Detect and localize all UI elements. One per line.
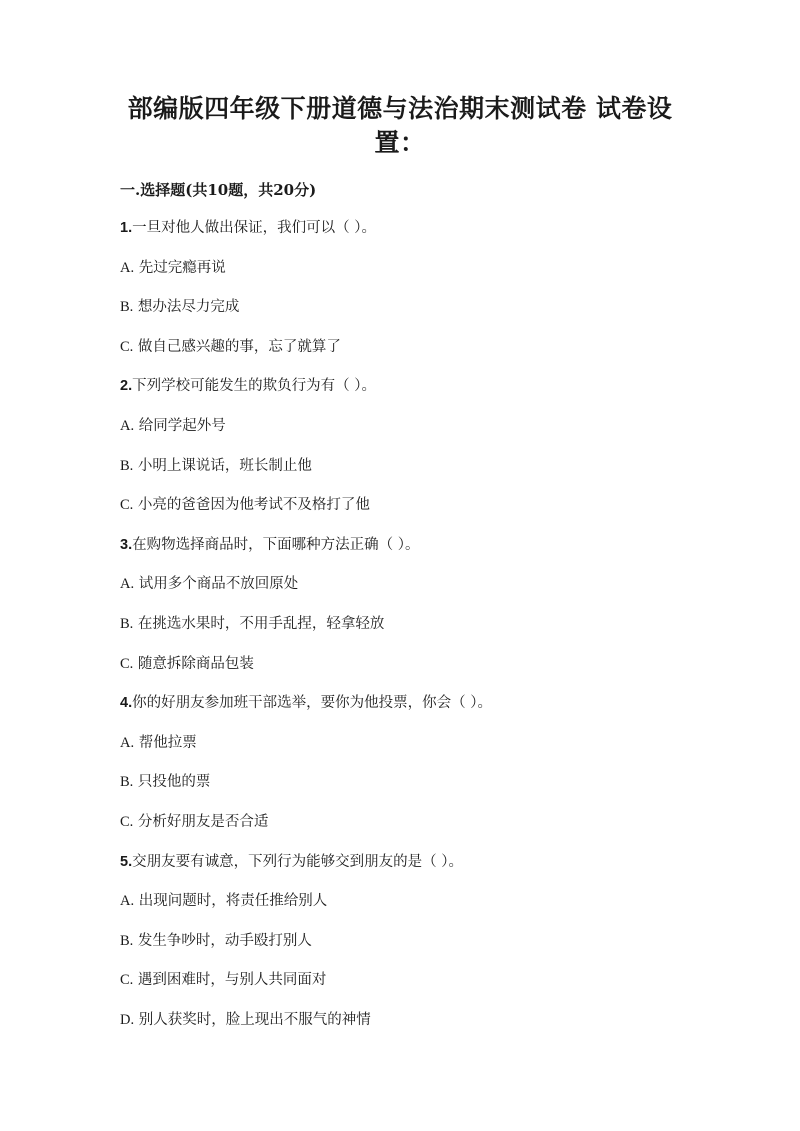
option-text: 给同学起外号 xyxy=(138,417,226,434)
question-1 xyxy=(120,218,720,238)
question-3 xyxy=(120,535,720,555)
section-heading: 一.选择题(共10题，共20分) xyxy=(120,181,317,199)
option-5a xyxy=(120,891,720,911)
option-letter: A. xyxy=(120,576,135,593)
document-title: 部编版四年级下册道德与法治期末测试卷 试卷设置： xyxy=(127,94,673,157)
question-number: 5. xyxy=(120,853,133,870)
option-letter: A. xyxy=(120,259,135,276)
question-text: 交朋友要有诚意，下列行为能够交到朋友的是（ ）。 xyxy=(132,853,463,870)
option-text: 试用多个商品不放回原处 xyxy=(138,576,299,593)
option-4a xyxy=(120,733,720,753)
option-text: 别人获奖时，脸上现出不服气的神情 xyxy=(138,1011,371,1028)
option-letter: B. xyxy=(120,299,134,316)
option-3a xyxy=(120,574,720,594)
option-text: 小明上课说话，班长制止他 xyxy=(137,457,312,474)
option-5b xyxy=(120,931,720,951)
option-text: 帮他拉票 xyxy=(138,734,197,751)
question-text: 下列学校可能发生的欺负行为有（ ）。 xyxy=(132,378,376,395)
option-text: 小亮的爸爸因为他考试不及格打了他 xyxy=(137,497,370,514)
option-3c xyxy=(120,654,720,674)
option-text: 在挑选水果时，不用手乱捏，轻拿轻放 xyxy=(137,615,385,632)
option-letter: B. xyxy=(120,457,134,474)
question-text: 你的好朋友参加班干部选举，要你为他投票，你会（ ）。 xyxy=(132,695,492,712)
option-text: 遇到困难时，与别人共同面对 xyxy=(137,972,327,989)
question-number: 4. xyxy=(120,695,133,712)
option-1b xyxy=(120,297,720,317)
question-text: 一旦对他人做出保证，我们可以（ ）。 xyxy=(132,220,376,236)
option-2c xyxy=(120,495,720,515)
option-text: 出现问题时，将责任推给别人 xyxy=(138,893,328,910)
option-4b xyxy=(120,772,720,792)
option-letter: C. xyxy=(120,497,134,514)
option-5c xyxy=(120,970,720,990)
option-text: 随意拆除商品包装 xyxy=(137,655,254,672)
option-text: 想办法尽力完成 xyxy=(137,299,240,316)
option-text: 做自己感兴趣的事，忘了就算了 xyxy=(137,338,341,355)
option-text: 只投他的票 xyxy=(137,774,211,791)
question-list xyxy=(120,218,720,1049)
option-1a xyxy=(120,258,720,278)
question-number: 1. xyxy=(120,220,133,236)
option-2b xyxy=(120,456,720,476)
question-number: 2. xyxy=(120,378,133,395)
option-2a xyxy=(120,416,720,436)
option-3b xyxy=(120,614,720,634)
question-number: 3. xyxy=(120,536,133,553)
question-5 xyxy=(120,852,720,872)
option-letter: A. xyxy=(120,893,135,910)
option-letter: D. xyxy=(120,1011,135,1028)
option-letter: B. xyxy=(120,615,134,632)
option-letter: A. xyxy=(120,734,135,751)
option-letter: C. xyxy=(120,655,134,672)
option-letter: B. xyxy=(120,932,134,949)
question-2 xyxy=(120,376,720,396)
option-letter: C. xyxy=(120,972,134,989)
option-letter: B. xyxy=(120,774,134,791)
option-5d xyxy=(120,1010,720,1030)
option-text: 发生争吵时，动手殴打别人 xyxy=(137,932,312,949)
option-1c xyxy=(120,337,720,357)
question-4 xyxy=(120,693,720,713)
option-letter: A. xyxy=(120,417,135,434)
option-letter: C. xyxy=(120,813,134,830)
option-text: 先过完瘾再说 xyxy=(138,259,226,276)
question-text: 在购物选择商品时，下面哪种方法正确（ ）。 xyxy=(132,536,420,553)
option-letter: C. xyxy=(120,338,134,355)
option-4c xyxy=(120,812,720,832)
option-text: 分析好朋友是否合适 xyxy=(137,813,269,830)
